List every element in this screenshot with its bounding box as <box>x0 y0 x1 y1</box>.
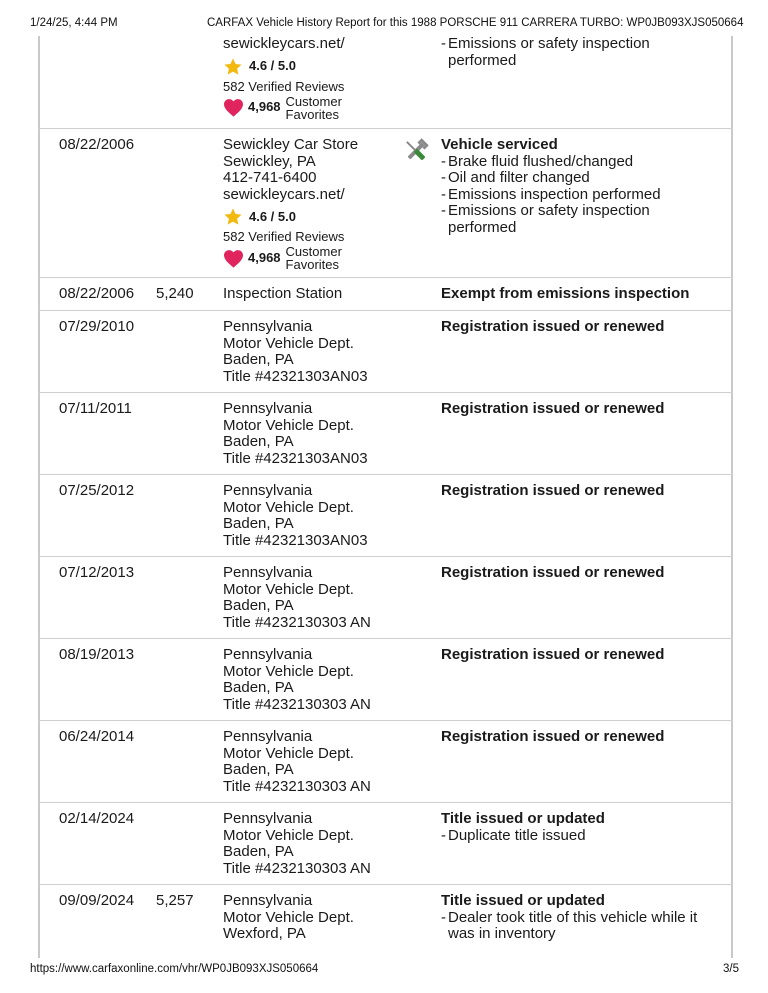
row-date: 08/19/2013 <box>59 646 135 663</box>
star-icon <box>223 207 243 227</box>
source-cell <box>223 137 418 271</box>
comments-cell <box>441 893 726 943</box>
favorites-count: 4,968 <box>248 249 281 265</box>
comment-title: Registration issued or renewed <box>441 400 665 417</box>
reviews-link[interactable]: 582 Verified Reviews <box>223 78 345 94</box>
reviews-link[interactable]: 582 Verified Reviews <box>223 229 345 244</box>
source-cell: Inspection Station <box>223 285 343 302</box>
row-date: 08/22/2006 <box>59 136 135 153</box>
source-cell: Pennsylvania Motor Vehicle Dept. Baden, PA Title #42321303AN03 <box>223 400 368 467</box>
source-cell: Pennsylvania Motor Vehicle Dept. Baden, PA Title #42321303AN03 <box>223 318 368 385</box>
table-row <box>38 311 733 393</box>
rating-value: 4.6 / 5.0 <box>249 58 296 74</box>
table-row <box>38 803 733 885</box>
source-cell: Pennsylvania Motor Vehicle Dept. Baden, PA Title #4232130303 AN <box>223 564 371 631</box>
row-date: 09/09/2024 <box>59 892 135 909</box>
dealer-rating <box>223 206 418 228</box>
dealer-website[interactable]: sewickleycars.net/ <box>223 36 345 52</box>
comments-cell <box>441 483 726 500</box>
comments-cell <box>441 319 726 336</box>
table-row <box>38 885 733 958</box>
source-cell: Pennsylvania Motor Vehicle Dept. Wexford, PA <box>223 892 354 942</box>
print-url: https://www.carfaxonline.com/vhr/WP0JB093XJS050664 <box>30 963 319 975</box>
print-timestamp: 1/24/25, 4:44 PM <box>30 17 118 29</box>
comment-item: - Oil and filter changed <box>441 169 590 186</box>
dealer-rating <box>223 56 418 78</box>
wrench-screwdriver-icon <box>401 137 433 167</box>
comment-item: - Dealer took title of this vehicle while it <box>441 908 698 926</box>
history-rows <box>38 36 733 958</box>
heart-icon <box>223 98 244 117</box>
table-row <box>38 639 733 721</box>
print-header <box>0 17 768 33</box>
comment-title: Registration issued or renewed <box>441 482 665 499</box>
comments-cell <box>441 401 726 418</box>
comment-item: - Emissions inspection performed <box>441 185 661 203</box>
comment-title: Registration issued or renewed <box>441 318 665 335</box>
source-cell: Pennsylvania Motor Vehicle Dept. Baden, PA Title #4232130303 AN <box>223 646 371 713</box>
comment-item: - Brake fluid flushed/changed <box>441 152 634 170</box>
comment-title: Registration issued or renewed <box>441 646 665 663</box>
star-icon <box>223 57 243 77</box>
row-odometer: 5,257 <box>156 892 194 909</box>
dealer-name[interactable]: Sewickley Car Store <box>223 136 359 153</box>
table-row <box>38 557 733 639</box>
comments-cell <box>441 36 726 69</box>
dealer-phone: 412-741-6400 <box>223 169 317 186</box>
row-date: 06/24/2014 <box>59 728 135 745</box>
customer-favorites <box>223 245 418 271</box>
comment-item: - Emissions or safety inspection <box>441 36 650 52</box>
comment-title: Registration issued or renewed <box>441 728 665 745</box>
row-date: 08/22/2006 <box>59 285 135 302</box>
comments-cell <box>441 647 726 664</box>
print-footer <box>0 963 768 979</box>
source-cell <box>223 36 418 121</box>
table-row <box>38 129 733 278</box>
customer-favorites <box>223 95 418 121</box>
comment-item-continued: performed <box>448 51 517 69</box>
row-odometer: 5,240 <box>156 285 194 302</box>
row-date: 07/25/2012 <box>59 482 135 499</box>
row-date: 07/29/2010 <box>59 318 135 335</box>
comment-title: Registration issued or renewed <box>441 564 665 581</box>
dealer-city: Sewickley, PA <box>223 152 316 170</box>
table-row <box>38 721 733 803</box>
history-table <box>38 36 733 958</box>
comment-item-continued: was in inventory <box>448 925 556 942</box>
table-row <box>38 393 733 475</box>
table-row <box>38 36 733 129</box>
page-number: 3/5 <box>723 963 739 975</box>
comment-item: - Duplicate title issued <box>441 826 586 844</box>
comment-title: Title issued or updated <box>441 892 605 909</box>
comments-cell <box>441 565 726 582</box>
table-row <box>38 278 733 311</box>
comments-cell <box>441 286 726 303</box>
source-cell: Pennsylvania Motor Vehicle Dept. Baden, PA Title #4232130303 AN <box>223 728 371 795</box>
print-title: CARFAX Vehicle History Report for this 1988 PORSCHE 911 CARRERA TURBO: WP0JB093XJS050664 <box>207 17 744 29</box>
row-date: 02/14/2024 <box>59 810 135 827</box>
comment-title: Vehicle serviced <box>441 136 558 153</box>
source-cell: Pennsylvania Motor Vehicle Dept. Baden, PA Title #42321303AN03 <box>223 482 368 549</box>
favorites-count: 4,968 <box>248 99 281 115</box>
comment-item: - Emissions or safety inspection <box>441 202 650 219</box>
row-date: 07/11/2011 <box>59 400 132 417</box>
table-row <box>38 475 733 557</box>
comment-item-continued: performed <box>448 218 517 236</box>
rating-value: 4.6 / 5.0 <box>249 208 296 224</box>
comments-cell <box>441 729 726 746</box>
comments-cell <box>441 137 726 236</box>
favorites-label: Customer Favorites <box>285 93 342 122</box>
source-cell: Pennsylvania Motor Vehicle Dept. Baden, PA Title #4232130303 AN <box>223 810 371 877</box>
heart-icon <box>223 249 244 268</box>
comment-title: Exempt from emissions inspection <box>441 285 690 302</box>
comment-title: Title issued or updated <box>441 810 605 827</box>
dealer-website[interactable]: sewickleycars.net/ <box>223 185 345 203</box>
row-date: 07/12/2013 <box>59 564 135 581</box>
favorites-label: Customer Favorites <box>285 244 342 272</box>
comments-cell <box>441 811 726 844</box>
